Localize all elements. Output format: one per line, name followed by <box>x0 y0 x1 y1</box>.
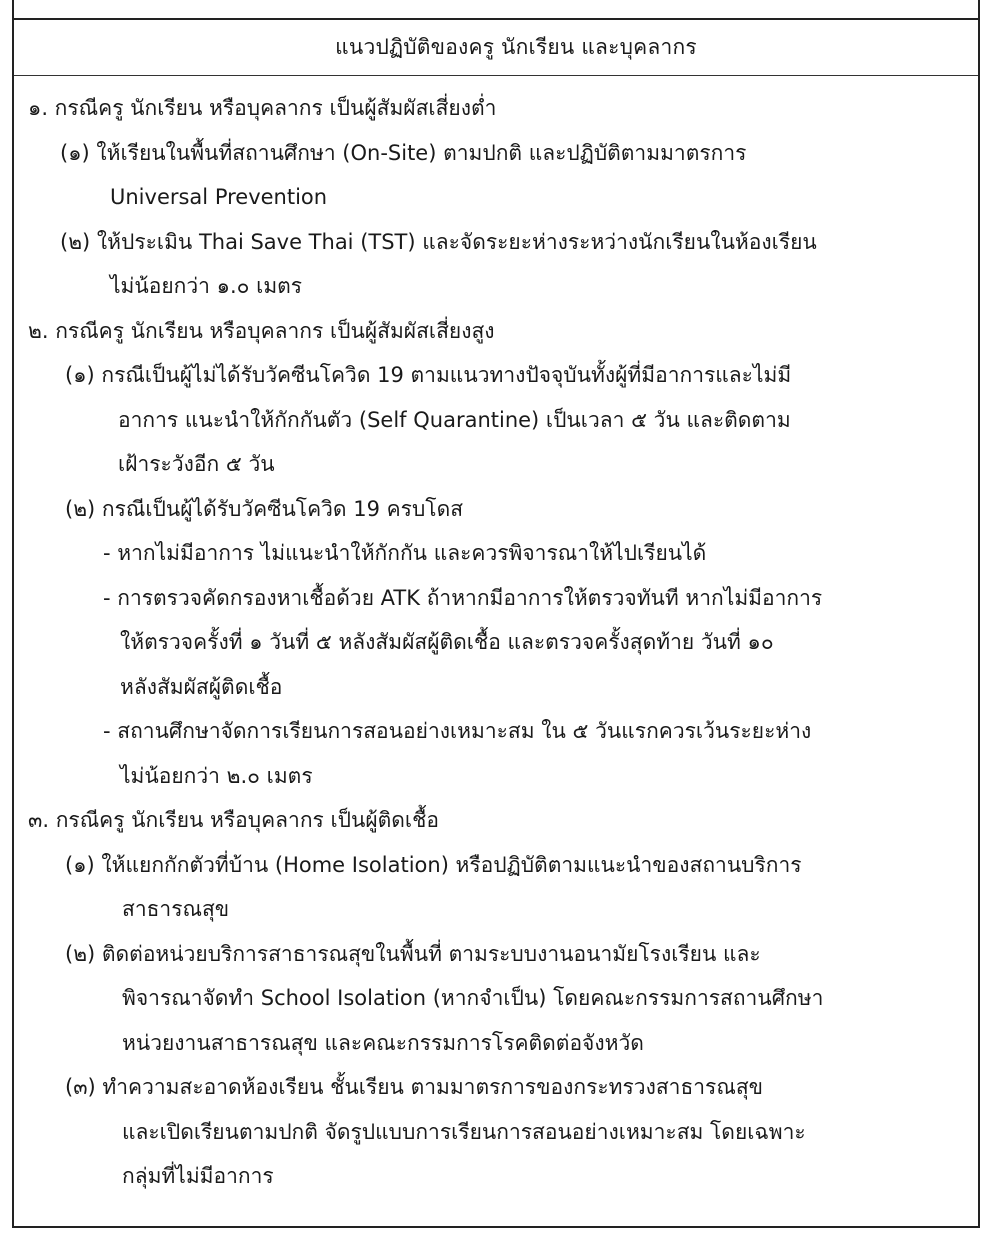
section-2-item-2-line-1: (๒) กรณีเป็นผู้ได้รับวัคซีนโควิด 19 ครบโดส <box>65 496 464 521</box>
section-3-item-3-line-1: (๓) ทำความสะอาดห้องเรียน ชั้นเรียน ตามมาตรการของกระทรวงสาธารณสุข <box>65 1075 763 1099</box>
section-1-item-1-line-2: Universal Prevention <box>110 185 328 209</box>
table-header-title: แนวปฏิบัติของครู นักเรียน และบุคลากร <box>335 35 697 59</box>
section-2-heading: ๒. กรณีครู นักเรียน หรือบุคลากร เป็นผู้สัมผัสเสี่ยงสูง <box>28 318 495 343</box>
guideline-content <box>20 86 950 1199</box>
section-2-item-1-line-1: (๑) กรณีเป็นผู้ไม่ได้รับวัคซีนโควิด 19 ตามแนวทางปัจจุบันทั้งผู้ที่มีอาการและไม่มี <box>65 363 792 387</box>
section-3-item-2-line-3: หน่วยงานสาธารณสุข และคณะกรรมการโรคติดต่อจังหวัด <box>122 1030 644 1055</box>
section-1-item-1-line-1: (๑) ให้เรียนในพื้นที่สถานศึกษา (On-Site) ตามปกติ และปฏิบัติตามมาตรการ <box>60 140 747 165</box>
section-2-bullet-2-line-3: หลังสัมผัสผู้ติดเชื้อ <box>120 674 283 699</box>
section-1-item-2-line-2: ไม่น้อยกว่า ๑.๐ เมตร <box>110 274 303 298</box>
section-2-bullet-2-line-2: ให้ตรวจครั้งที่ ๑ วันที่ ๕ หลังสัมผัสผู้ติดเชื้อ และตรวจครั้งสุดท้าย วันที่ ๑๐ <box>120 630 774 654</box>
section-2-bullet-1: - หากไม่มีอาการ ไม่แนะนำให้กักกัน และควรพิจารณาให้ไปเรียนได้ <box>103 541 707 565</box>
section-3-item-3-line-3: กลุ่มที่ไม่มีอาการ <box>122 1164 274 1188</box>
section-2-item-1-line-2: อาการ แนะนำให้กักกันตัว (Self Quarantine) เป็นเวลา ๕ วัน และติดตาม <box>118 407 791 432</box>
section-3-item-2-line-1: (๒) ติดต่อหน่วยบริการสาธารณสุขในพื้นที่ ตามระบบงานอนามัยโรงเรียน และ <box>65 941 761 966</box>
section-3-item-1-line-1: (๑) ให้แยกกักตัวที่บ้าน (Home Isolation) หรือปฏิบัติตามแนะนำของสถานบริการ <box>65 852 802 877</box>
section-2-item-1-line-3: เฝ้าระวังอีก ๕ วัน <box>118 452 275 476</box>
previous-row-strip <box>14 0 978 20</box>
section-1-item-2-line-1: (๒) ให้ประเมิน Thai Save Thai (TST) และจัดระยะห่างระหว่างนักเรียนในห้องเรียน <box>60 229 817 254</box>
section-2-bullet-3-line-2: ไม่น้อยกว่า ๒.๐ เมตร <box>120 763 313 788</box>
section-3-heading: ๓. กรณีครู นักเรียน หรือบุคลากร เป็นผู้ติดเชื้อ <box>28 808 439 832</box>
table-header-row <box>14 20 978 76</box>
section-2-bullet-2-line-1: - การตรวจคัดกรองหาเชื้อด้วย ATK ถ้าหากมีอาการให้ตรวจทันที หากไม่มีอาการ <box>103 585 823 610</box>
section-2-bullet-3-line-1: - สถานศึกษาจัดการเรียนการสอนอย่างเหมาะสม ใน ๕ วันแรกควรเว้นระยะห่าง <box>103 719 812 743</box>
section-3-item-3-line-2: และเปิดเรียนตามปกติ จัดรูปแบบการเรียนการสอนอย่างเหมาะสม โดยเฉพาะ <box>122 1119 806 1144</box>
section-3-item-1-line-2: สาธารณสุข <box>122 897 230 921</box>
section-3-item-2-line-2: พิจารณาจัดทำ School Isolation (หากจำเป็น) โดยคณะกรรมการสถานศึกษา <box>122 986 824 1010</box>
section-1-heading: ๑. กรณีครู นักเรียน หรือบุคลากร เป็นผู้สัมผัสเสี่ยงต่ำ <box>28 96 497 120</box>
